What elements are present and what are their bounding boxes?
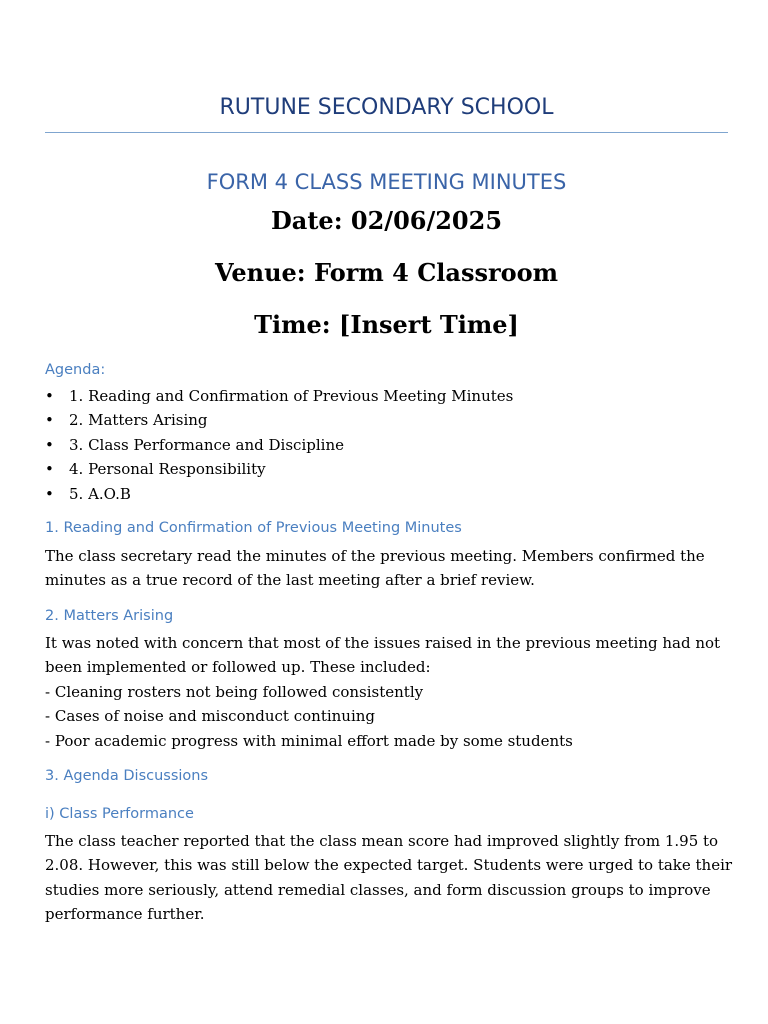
section-body-matters — [45, 631, 728, 753]
meeting-time: Time: [Insert Time] — [254, 310, 519, 339]
bullet-icon: • — [45, 484, 54, 503]
agenda-item-text: 4. Personal Responsibility — [69, 460, 266, 479]
paragraph-line: - Cases of noise and misconduct continuing — [45, 707, 376, 726]
agenda-item-text: 3. Class Performance and Discipline — [69, 435, 344, 454]
bullet-icon: • — [45, 460, 54, 479]
agenda-heading: Agenda: — [45, 362, 106, 378]
paragraph-line: The class secretary read the minutes of the previous meeting. Members confirmed the — [45, 547, 705, 565]
meeting-date: Date: 02/06/2025 — [270, 206, 503, 235]
paragraph-line: - Cleaning rosters not being followed consistently — [45, 682, 424, 701]
bullet-icon: • — [45, 387, 54, 405]
bullet-icon: • — [45, 411, 54, 430]
section-heading-performance: i) Class Performance — [45, 806, 194, 822]
paragraph-line: minutes as a true record of the last meeting after a brief review. — [45, 571, 535, 590]
document-title: FORM 4 CLASS MEETING MINUTES — [206, 170, 567, 194]
agenda-list — [45, 385, 513, 507]
paragraph-line: been implemented or followed up. These included: — [45, 658, 431, 677]
section-body-reading — [45, 544, 728, 593]
paragraph-line: - Poor academic progress with minimal effort made by some students — [45, 731, 573, 750]
school-name-heading: RUTUNE SECONDARY SCHOOL — [219, 95, 554, 120]
paragraph-line: studies more seriously, attend remedial classes, and form discussion groups to improve — [45, 880, 711, 899]
section-heading-discussions: 3. Agenda Discussions — [45, 768, 209, 784]
agenda-item — [45, 434, 513, 458]
title-divider — [45, 132, 728, 133]
agenda-item — [45, 458, 513, 482]
section-heading-matters: 2. Matters Arising — [45, 608, 174, 624]
paragraph-line: performance further. — [45, 905, 205, 924]
paragraph-line: It was noted with concern that most of the issues raised in the previous meeting had not — [45, 634, 721, 652]
agenda-item-text: 1. Reading and Confirmation of Previous Meeting Minutes — [69, 387, 514, 405]
paragraph-line: The class teacher reported that the class mean score had improved slightly from 1.95 to — [45, 832, 719, 850]
section-heading-reading: 1. Reading and Confirmation of Previous Meeting Minutes — [45, 520, 462, 536]
agenda-item-text: 2. Matters Arising — [69, 411, 208, 430]
section-body-performance — [45, 829, 733, 927]
meeting-venue: Venue: Form 4 Classroom — [214, 258, 559, 287]
agenda-item — [45, 385, 513, 409]
paragraph-line: 2.08. However, this was still below the expected target. Students were urged to take their — [45, 856, 733, 875]
bullet-icon: • — [45, 435, 54, 454]
agenda-item — [45, 483, 513, 507]
agenda-item-text: 5. A.O.B — [69, 484, 131, 503]
agenda-item — [45, 409, 513, 433]
